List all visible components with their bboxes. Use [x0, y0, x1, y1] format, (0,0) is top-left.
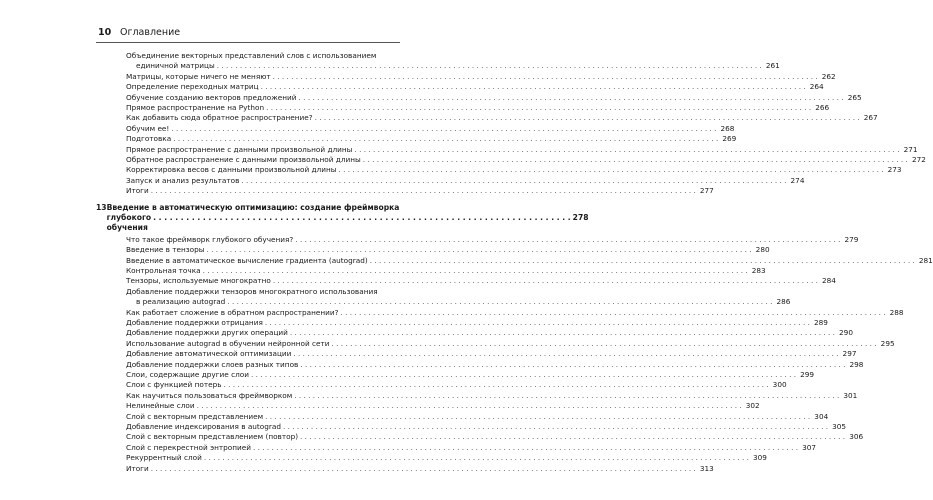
toc-entry-page: 279 — [844, 234, 859, 244]
toc-entry-page: 300 — [772, 380, 787, 390]
toc-entry — [96, 175, 805, 186]
toc-entry-title: Введение в автоматическое вычисление градиента (autograd) — [126, 255, 368, 265]
leader-dots — [273, 276, 818, 286]
toc-entry-page: 264 — [809, 82, 824, 92]
leader-dots — [207, 245, 752, 255]
toc-entry-page: 261 — [765, 61, 780, 71]
page-number: 10 — [98, 27, 112, 38]
toc-entry-page: 288 — [889, 307, 904, 317]
toc-entry-title: Слой с векторным представлением — [126, 411, 264, 421]
toc-entry-title: Обучим ее! — [126, 123, 170, 133]
toc-entry-title: Тензоры, используемые многократно — [126, 276, 271, 286]
toc-entry — [96, 165, 902, 175]
toc-entry-page: 313 — [699, 463, 714, 473]
leader-dots — [266, 103, 811, 113]
toc-entry — [96, 453, 767, 463]
toc-entry-page: 271 — [903, 144, 918, 154]
toc-entry — [96, 51, 780, 72]
leader-dots — [299, 93, 844, 103]
leader-dots — [339, 165, 884, 175]
toc-entry — [96, 286, 791, 308]
toc-entry-page: 299 — [800, 369, 815, 379]
toc-entry-title: Слои с функцией потерь — [126, 380, 222, 390]
toc-entry — [96, 390, 858, 401]
leader-dots — [253, 443, 798, 453]
toc-entry-page: 298 — [849, 359, 864, 369]
toc-entry-page: 284 — [822, 276, 836, 286]
leader-dots — [370, 256, 915, 266]
toc-entry — [96, 134, 737, 144]
leader-dots — [293, 349, 838, 359]
toc-group-chapter-13 — [96, 234, 933, 474]
leader-dots — [354, 145, 899, 155]
toc-entry-page: 304 — [814, 411, 829, 421]
toc-entry-page: 301 — [843, 390, 858, 400]
toc-entry-title: Добавление поддержки слоев разных типов — [126, 359, 299, 369]
toc-entry-title: Слои, содержащие другие слои — [126, 369, 249, 379]
toc-entry-page: 269 — [722, 134, 737, 144]
toc-entry-title: Итоги — [126, 186, 149, 196]
leader-dots — [300, 432, 845, 442]
chapter-page: 278 — [572, 212, 589, 222]
toc-entry-page: 265 — [847, 92, 862, 102]
leader-dots — [153, 213, 571, 223]
toc-entry-title: Введение в тензоры — [126, 245, 205, 255]
toc-entry — [96, 234, 859, 245]
toc-entry — [96, 144, 918, 155]
toc-entry-page: 305 — [832, 422, 847, 431]
toc-entry-title: Прямое распространение с данными произвольной длины — [126, 144, 353, 154]
toc-entry — [96, 92, 862, 103]
toc-entry — [96, 401, 760, 411]
toc-entry-page: 286 — [776, 297, 791, 307]
toc-entry — [96, 307, 904, 318]
toc-entry-title: Обратное распространение с данными произвольной длины — [126, 155, 361, 165]
toc-entry — [96, 123, 735, 134]
toc-entry-page: 277 — [699, 186, 714, 196]
leader-dots — [241, 176, 786, 186]
leader-dots — [295, 235, 840, 245]
leader-dots — [151, 464, 696, 474]
leader-dots — [363, 155, 908, 165]
toc-entry-title: Использование autograd в обучении нейронной сети — [126, 338, 330, 348]
toc-entry-title: Как научиться пользоваться фреймворком — [126, 390, 293, 400]
toc-entry-title: Добавление индексирования в autograd — [126, 422, 281, 431]
toc-entry-title: Матрицы, которые ничего не меняют — [126, 71, 271, 81]
toc-entry-title: Нелинейные слои — [126, 401, 195, 411]
section-title: Оглавление — [120, 27, 181, 38]
toc-entry — [96, 411, 829, 422]
leader-dots — [265, 412, 810, 422]
leader-dots — [341, 308, 886, 318]
chapter-heading — [96, 202, 589, 233]
toc-entry — [96, 186, 714, 196]
chapter-title-line2: глубокого обучения — [106, 212, 152, 232]
leader-dots — [294, 391, 839, 401]
toc-entry-title: Прямое распространение на Python — [126, 103, 265, 113]
toc-entry — [96, 328, 853, 338]
toc-entry-title: Контрольная точка — [126, 265, 201, 275]
toc-entry-page: 280 — [755, 245, 770, 255]
leader-dots — [265, 318, 810, 328]
toc-entry-title: Определение переходных матриц — [126, 82, 259, 92]
toc-entry-title-line1: Добавление поддержки тензоров многократного использования — [126, 286, 378, 296]
running-header — [98, 27, 180, 39]
leader-dots — [227, 297, 772, 307]
toc-entry-title: Запуск и анализ результатов — [126, 175, 240, 185]
chapter-title-line1: Введение в автоматическую оптимизацию: создание фреймворка — [106, 202, 400, 212]
toc-entry — [96, 463, 714, 474]
toc-entry-page: 289 — [813, 317, 828, 327]
leader-dots — [283, 422, 828, 432]
toc-entry-title-line2: в реализацию autograd — [136, 297, 226, 307]
toc-entry-page: 272 — [911, 155, 926, 165]
leader-dots — [251, 370, 796, 380]
leader-dots — [290, 328, 835, 338]
toc-entry-page: 273 — [887, 165, 902, 175]
toc-entry-title: Рекуррентный слой — [126, 453, 202, 463]
toc-entry-page: 297 — [842, 349, 857, 359]
toc-entry — [96, 380, 787, 390]
toc-entry-page: 309 — [753, 453, 767, 463]
toc-entry-title: Подготовка — [126, 134, 172, 144]
toc-entry — [96, 369, 815, 380]
toc-entry-page: 307 — [802, 442, 817, 452]
leader-dots — [173, 134, 718, 144]
leader-dots — [197, 401, 742, 411]
toc-entry-page: 290 — [839, 328, 853, 338]
header-rule — [96, 42, 400, 43]
toc-group-chapter-12 — [96, 51, 926, 197]
toc-entry-page: 295 — [880, 338, 895, 348]
leader-dots — [151, 186, 696, 196]
leader-dots — [300, 360, 845, 370]
leader-dots — [273, 72, 818, 82]
toc-entry — [96, 432, 864, 442]
toc-entry — [96, 442, 817, 453]
toc-entry — [96, 71, 836, 82]
leader-dots — [204, 453, 749, 463]
toc-entry — [96, 349, 857, 359]
toc-entry-page: 267 — [863, 113, 878, 123]
toc-entry-page: 283 — [751, 265, 766, 275]
toc-entry-page: 302 — [745, 401, 760, 411]
toc-entry-title: Добавление поддержки отрицания — [126, 317, 263, 327]
toc-entry-page: 266 — [815, 103, 830, 113]
leader-dots — [315, 113, 860, 123]
toc-entry-title: Слой с векторным представлением (повтор) — [126, 432, 299, 442]
toc-entry — [96, 155, 926, 165]
toc-entry — [96, 338, 895, 349]
toc-entry-page: 281 — [918, 255, 933, 265]
toc-entry — [96, 422, 847, 432]
toc-entry-title: Обучение созданию векторов предложений — [126, 92, 297, 102]
toc-entry — [96, 245, 770, 255]
toc-entry — [96, 359, 864, 370]
toc-entry-page: 306 — [849, 432, 864, 442]
leader-dots — [332, 339, 877, 349]
toc-entry — [96, 265, 766, 276]
toc-entry — [96, 103, 830, 113]
toc-entry-page: 274 — [790, 175, 805, 185]
chapter-number: 13 — [96, 202, 107, 212]
leader-dots — [217, 61, 762, 71]
toc-entry-title: Что такое фреймворк глубокого обучения? — [126, 234, 294, 244]
toc-entry-title-line1: Объединение векторных представлений слов с использованием — [126, 51, 377, 60]
table-of-contents — [96, 51, 933, 474]
toc-entry-title: Как добавить сюда обратное распространение? — [126, 113, 313, 123]
toc-entry — [96, 276, 836, 286]
toc-entry — [96, 113, 878, 123]
toc-entry — [96, 317, 828, 328]
leader-dots — [261, 82, 806, 92]
toc-entry-title: Добавление автоматической оптимизации — [126, 349, 292, 359]
toc-entry-title: Добавление поддержки других операций — [126, 328, 288, 338]
toc-entry — [96, 82, 824, 92]
toc-entry-title: Как работает сложение в обратном распространении? — [126, 307, 339, 317]
toc-entry-page: 262 — [821, 71, 836, 81]
toc-entry-title: Итоги — [126, 463, 149, 473]
toc-entry-page: 268 — [720, 123, 735, 133]
leader-dots — [224, 380, 769, 390]
toc-entry — [96, 255, 933, 266]
leader-dots — [203, 266, 748, 276]
toc-entry-title-line2: единичной матрицы — [136, 61, 215, 71]
toc-entry-title: Слой с перекрестной энтропией — [126, 442, 251, 452]
leader-dots — [171, 124, 716, 134]
toc-entry-title: Корректировка весов с данными произвольной длины — [126, 165, 337, 175]
